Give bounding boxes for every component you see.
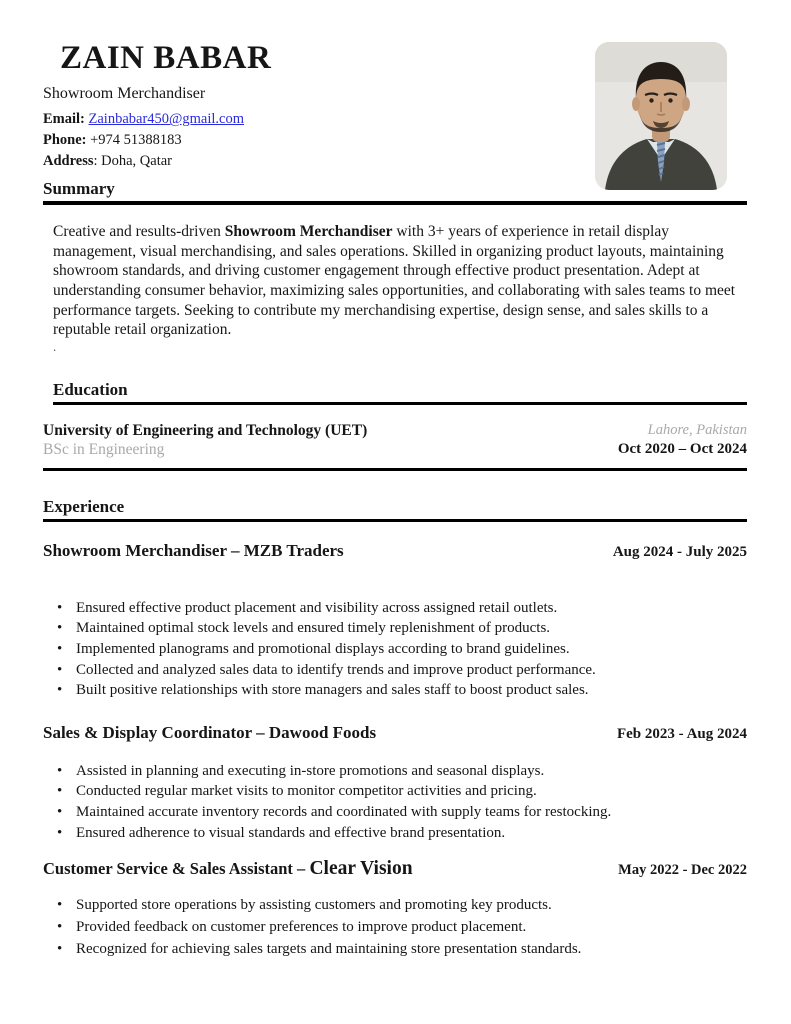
job-bullet: • Assisted in planning and executing in-store promotions and seasonal displays. [43,761,747,782]
summary-trailing-dot: . [53,338,57,354]
summary-bold-term: Showroom Merchandiser [224,223,393,241]
job-bullet: • Conducted regular market visits to monitor competitor activities and pricing. [43,781,747,802]
education-left-column [43,421,367,459]
job-bullet-list [43,598,747,701]
address-label: Address [43,153,94,170]
education-right-column [618,421,747,459]
job-bullet-list [43,761,747,843]
job-bullet: • Provided feedback on customer preferences to improve product placement. [43,916,747,938]
job-dates: Feb 2023 - Aug 2024 [616,725,747,742]
experience-entry-clear-vision [43,858,747,960]
candidate-job-title: Showroom Merchandiser [43,85,206,103]
job-dates: Aug 2024 - July 2025 [612,543,747,560]
job-dates: May 2022 - Dec 2022 [618,862,747,879]
phone-value: +974 51388183 [90,132,182,149]
education-heading: Education [53,380,747,405]
job-header [43,858,747,880]
education-degree: BSc in Engineering [43,440,165,458]
resume-header [43,40,747,169]
section-summary [43,179,747,353]
job-bullet: • Maintained optimal stock levels and ensured timely replenishment of products. [43,618,747,639]
education-dates: Oct 2020 – Oct 2024 [617,440,747,457]
job-title-company: Clear Vision [309,858,413,880]
phone-label: Phone: [43,132,87,149]
job-title: Showroom Merchandiser – MZB Traders [43,540,344,560]
job-title: Sales & Display Coordinator – Dawood Foods [43,722,377,742]
email-link[interactable]: Zainbabar450@gmail.com [88,111,245,128]
job-bullet: • Maintained accurate inventory records and coordinated with supply teams for restocking. [43,802,747,823]
experience-heading: Experience [43,497,747,522]
candidate-name: ZAIN BABAR [60,40,272,76]
job-bullet-list [43,894,747,960]
summary-text-after: with 3+ years of experience in retail display management, visual merchandising, and sales operations. Skilled in organizing product layouts, maintaining showroom standards, and driving customer engagement through effective product presentation. Adept at understanding consumer behavior, maximizing sales opportunities, and collaborating with sales teams to meet performance targets. Seeking to contribute my merchandising expertise, design sense, and sales skills to a reputable retail organization. [53,223,736,339]
job-bullet: • Built positive relationships with store managers and sales staff to boost product sales. [43,680,747,701]
job-bullet: • Collected and analyzed sales data to identify trends and improve product performance. [43,660,747,681]
profile-photo-illustration [595,42,727,190]
job-header [43,723,747,743]
section-experience [43,497,747,960]
address-value: : Doha, Qatar [93,153,173,170]
experience-entry-mzb-traders [43,541,747,701]
job-title-prefix: Customer Service & Sales Assistant – [43,859,310,879]
education-location: Lahore, Pakistan [647,421,747,438]
summary-paragraph [53,222,741,340]
job-bullet: • Supported store operations by assisting customers and promoting key products. [43,894,747,916]
profile-photo [595,42,727,190]
summary-text-before: Creative and results-driven [53,223,225,241]
education-entry [43,421,747,471]
education-school: University of Engineering and Technology (UET) [43,421,368,439]
section-education [43,380,747,471]
job-header [43,541,747,561]
job-bullet: • Ensured adherence to visual standards and effective brand presentation. [43,823,747,844]
job-title [43,858,413,880]
experience-entry-dawood-foods [43,723,747,843]
email-label: Email: [43,111,85,128]
job-bullet: • Ensured effective product placement and visibility across assigned retail outlets. [43,598,747,619]
summary-heading: Summary [43,179,747,205]
job-bullet: • Recognized for achieving sales targets and maintaining store presentation standards. [43,938,747,960]
job-bullet: • Implemented planograms and promotional displays according to brand guidelines. [43,639,747,660]
